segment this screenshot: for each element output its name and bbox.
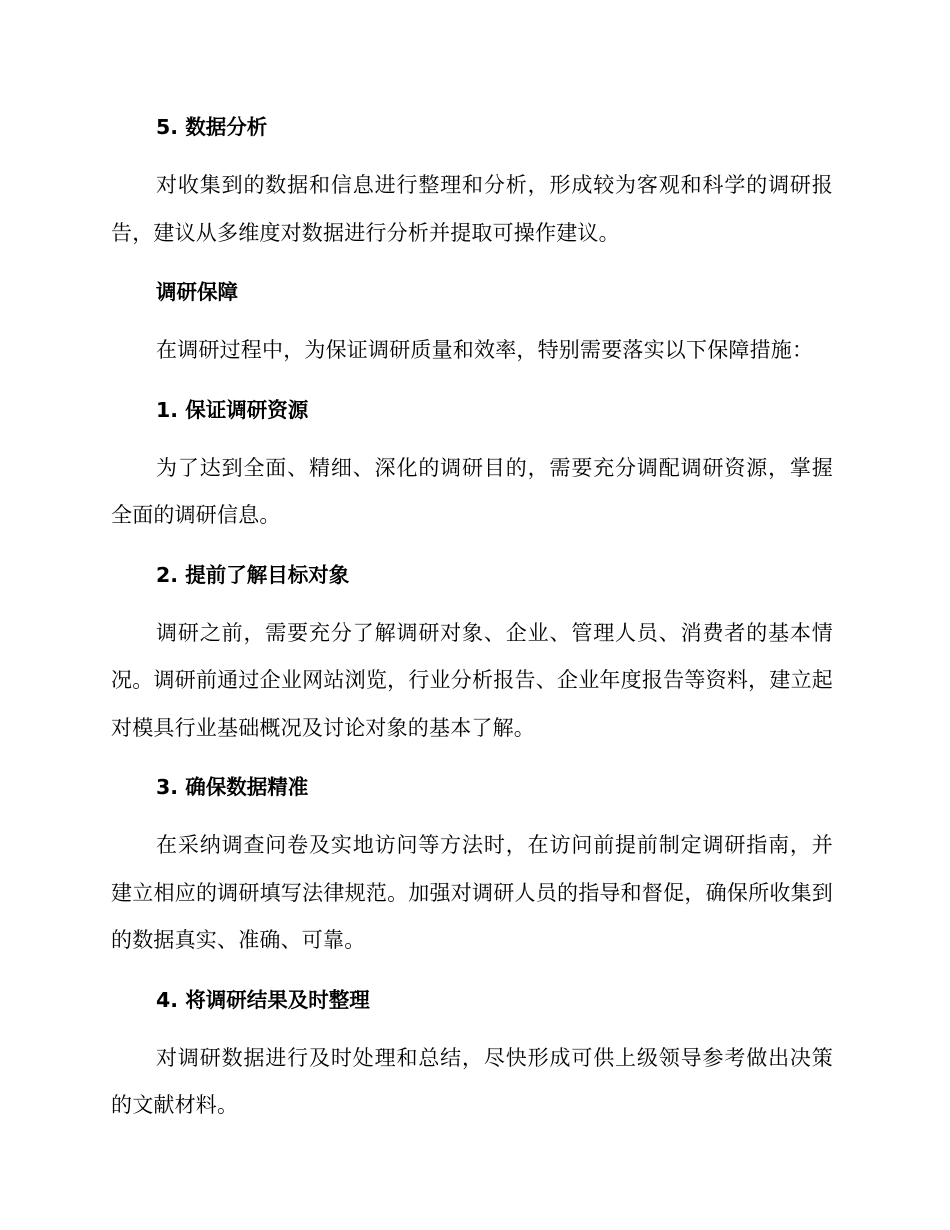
section-paragraph-target-understanding: 调研之前，需要充分了解调研对象、企业、管理人员、消费者的基本情况。调研前通过企业网站浏览，行业分析报告、企业年度报告等资料，建立起对模具行业基础概况及讨论对象的基本了解。 [111,620,833,740]
section-paragraph-guarantee-intro: 在调研过程中，为保证调研质量和效率，特别需要落实以下保障措施： [156,338,814,362]
section-heading-guarantee: 调研保障 [156,280,238,304]
section-paragraph-resources: 为了达到全面、精细、深化的调研目的，需要充分调配调研资源，掌握全面的调研信息。 [111,455,833,527]
section-heading-timely-organizing: 4. 将调研结果及时整理 [156,987,370,1012]
section-paragraph-data-analysis: 对收集到的数据和信息进行整理和分析，形成较为客观和科学的调研报告，建议从多维度对数据进行分析并提取可操作建议。 [111,173,833,245]
section-paragraph-timely-organizing: 对调研数据进行及时处理和总结，尽快形成可供上级领导参考做出决策的文献材料。 [111,1045,833,1117]
section-heading-data-analysis: 5. 数据分析 [156,115,268,139]
section-paragraph-data-accuracy: 在采纳调查问卷及实地访问等方法时，在访问前提前制定调研指南，并建立相应的调研填写法律规范。加强对调研人员的指导和督促，确保所收集到的数据真实、准确、可靠。 [111,833,833,952]
section-heading-data-accuracy: 3. 确保数据精准 [156,775,309,799]
section-heading-resources: 1. 保证调研资源 [156,397,309,422]
document-body [111,106,833,1130]
section-heading-target-understanding: 2. 提前了解目标对象 [156,562,350,587]
